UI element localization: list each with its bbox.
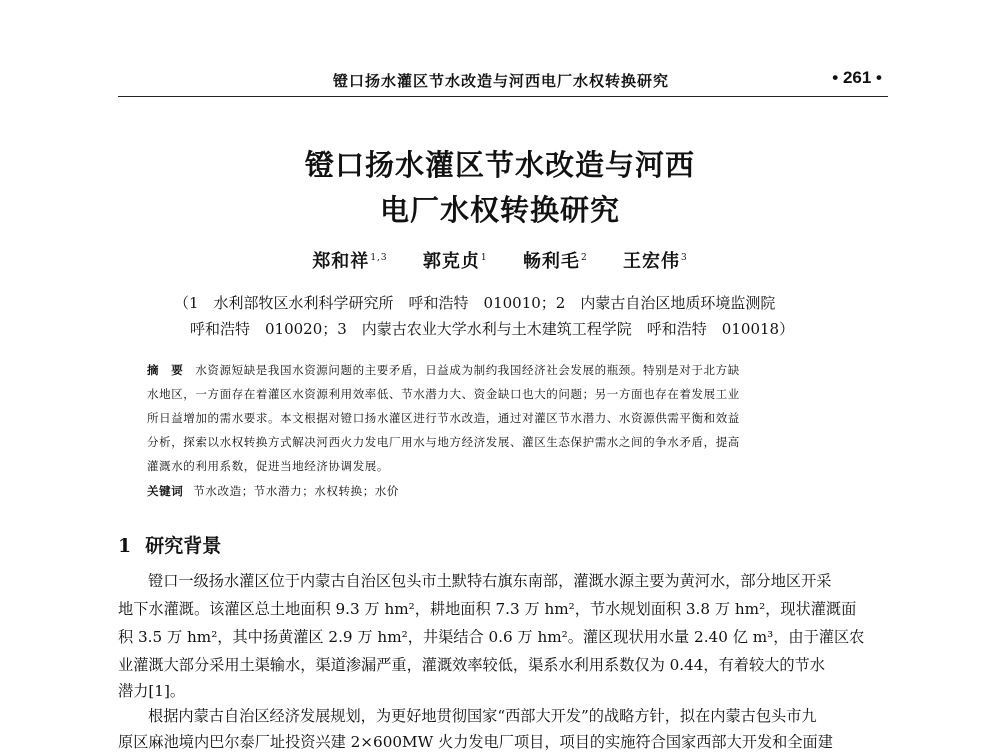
keywords-text: 节水改造；节水潜力；水权转换；水价	[193, 484, 400, 498]
paper-title-line-1: 镫口扬水灌区节水改造与河西	[304, 148, 695, 182]
running-header	[118, 66, 888, 97]
abstract-line-5: 灌溉水的利用系数，促进当地经济协调发展。	[147, 459, 389, 473]
author-name: 郑和祥	[312, 251, 370, 272]
body-line: 积 3.5 万 hm²，其中扬黄灌区 2.9 万 hm²，井渠结合 0.6 万 hm²。灌区现状用水量 2.40 亿 m³，由于灌区农	[118, 628, 865, 646]
author-affiliation-mark: 1,3	[370, 253, 388, 263]
running-title: 镫口扬水灌区节水改造与河西电厂水权转换研究	[333, 72, 670, 90]
author	[423, 251, 488, 272]
page-number: • 261 •	[832, 68, 882, 87]
author-affiliation-mark: 2	[580, 253, 588, 263]
abstract-line-4: 分析，探索以水权转换方式解决河西火力发电厂用水与地方经济发展、灌区生态保护需水之间的争水矛盾，提高	[147, 435, 740, 449]
body-line: 地下水灌溉。该灌区总土地面积 9.3 万 hm²，耕地面积 7.3 万 hm²，节水规划面积 3.8 万 hm²，现状灌溉面	[118, 600, 857, 618]
section-title: 研究背景	[145, 535, 222, 557]
abstract-label: 摘 要	[147, 363, 184, 377]
author	[312, 251, 387, 272]
author	[523, 251, 588, 272]
author-name: 王宏伟	[622, 251, 680, 272]
body-line: 根据内蒙古自治区经济发展规划，为更好地贯彻国家“西部大开发”的战略方针，拟在内蒙古包头市九	[148, 707, 817, 725]
author-affiliation-mark: 3	[680, 253, 688, 263]
body-line: 潜力[1]。	[118, 682, 186, 700]
body-line: 镫口一级扬水灌区位于内蒙古自治区包头市土默特右旗东南部，灌溉水源主要为黄河水，部分地区开采	[148, 572, 832, 590]
author-list	[0, 247, 1000, 273]
section-heading	[118, 531, 221, 558]
body-line: 业灌溉大部分采用土渠输水，渠道渗漏严重，灌溉效率较低，渠系水利用系数仅为 0.44，有着较大的节水	[118, 656, 825, 674]
author-affiliation-mark: 1	[480, 253, 488, 263]
author-name: 畅利毛	[522, 251, 580, 272]
author-name: 郭克贞	[422, 251, 480, 272]
keywords-label: 关键词	[147, 484, 184, 498]
affiliation-line-2: 呼和浩特 010020；3 内蒙古农业大学水利与土木建筑工程学院 呼和浩特 010018）	[190, 320, 795, 338]
affiliation-line-1: （1 水利部牧区水利科学研究所 呼和浩特 010010；2 内蒙古自治区地质环境监测院	[174, 294, 776, 312]
body-line: 原区麻池境内巴尔泰厂址投资兴建 2×600MW 火力发电厂项目，项目的实施符合国家西部大开发和全面建	[118, 733, 833, 751]
keywords-line	[147, 483, 870, 499]
section-number: 1	[118, 535, 132, 557]
author	[623, 251, 688, 272]
paper-title-line-2: 电厂水权转换研究	[379, 193, 620, 227]
abstract-line-1	[147, 362, 870, 378]
abstract-line-3: 所日益增加的需水要求。本文根据对镫口扬水灌区进行节水改造，通过对灌区节水潜力、水资源供需平衡和效益	[147, 411, 740, 425]
abstract-line-2: 水地区，一方面存在着灌区水资源利用效率低、节水潜力大、资金缺口也大的问题；另一方面也存在着发展工业	[147, 387, 740, 401]
abstract-text: 水资源短缺是我国水资源问题的主要矛盾，日益成为制约我国经济社会发展的瓶颈。特别是对于北方缺	[195, 363, 740, 377]
